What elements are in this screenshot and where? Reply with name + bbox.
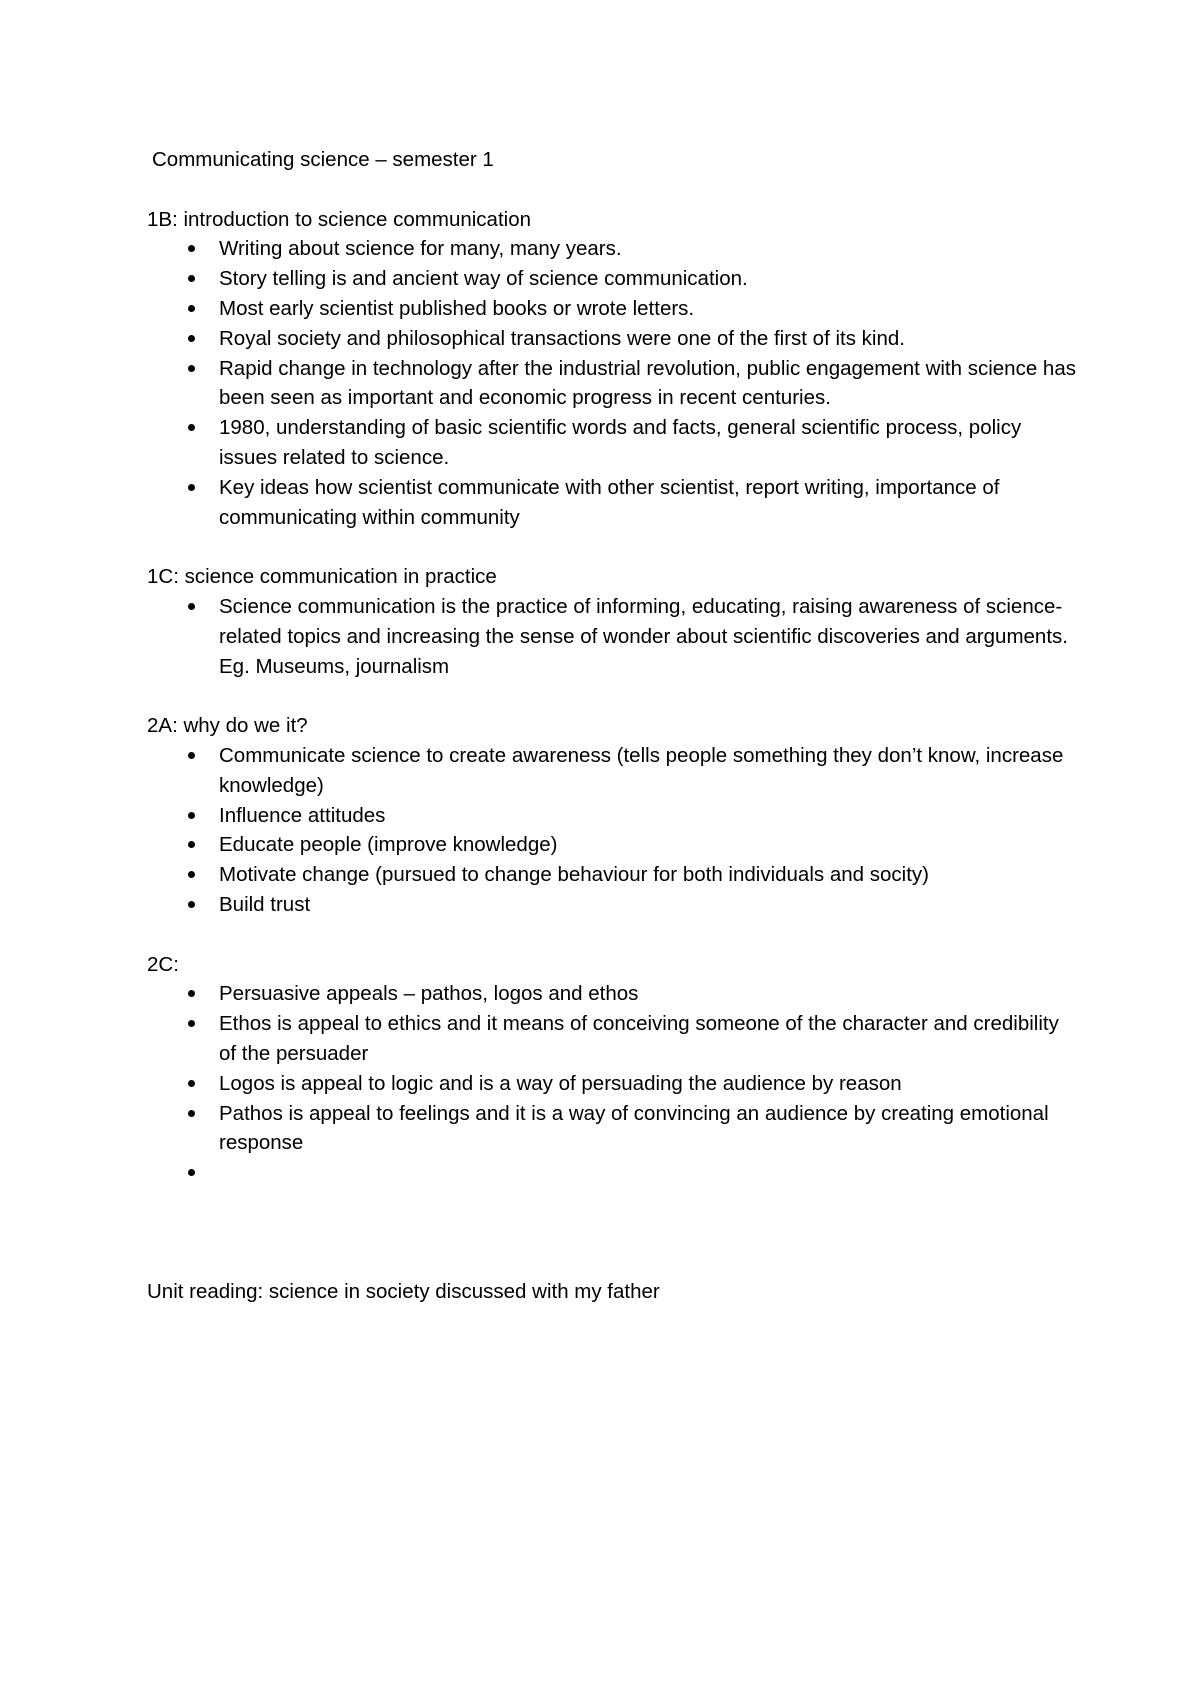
spacer — [147, 1218, 1077, 1278]
bullet-item: Science communication is the practice of informing, educating, raising awareness of science-related topics and increasing the sense of wonder about scientific discoveries and arguments. Eg. Museums, journalism — [219, 592, 1077, 681]
bullet-item: Persuasive appeals – pathos, logos and ethos — [219, 979, 1077, 1009]
bullet-item: Ethos is appeal to ethics and it means of conceiving someone of the character and credibility of the persuader — [219, 1009, 1077, 1069]
bullet-item: Educate people (improve knowledge) — [219, 830, 1077, 860]
bullet-item: Rapid change in technology after the industrial revolution, public engagement with science has been seen as important and economic progress in recent centuries. — [219, 354, 1077, 414]
bullet-item: Logos is appeal to logic and is a way of persuading the audience by reason — [219, 1069, 1077, 1099]
bullet-list — [147, 741, 1077, 920]
bullet-item: Build trust — [219, 890, 1077, 920]
section-heading: 2C: — [147, 952, 179, 976]
section-1c — [147, 562, 1077, 681]
section-1b — [147, 205, 1077, 533]
bullet-item: Communicate science to create awareness (tells people something they don’t know, increase knowledge) — [219, 741, 1077, 801]
bullet-list — [147, 592, 1077, 681]
bullet-item: Motivate change (pursued to change behaviour for both individuals and socity) — [219, 860, 1077, 890]
section-2c — [147, 950, 1077, 1188]
unit-reading: Unit reading: science in society discussed with my father — [147, 1280, 660, 1304]
section-heading: 1C: science communication in practice — [147, 565, 497, 589]
bullet-list — [147, 234, 1077, 532]
bullet-item: 1980, understanding of basic scientific words and facts, general scientific process, policy issues related to science. — [219, 413, 1077, 473]
bullet-item: Influence attitudes — [219, 801, 1077, 831]
bullet-item: Most early scientist published books or wrote letters. — [219, 294, 1077, 324]
bullet-item: Key ideas how scientist communicate with other scientist, report writing, importance of communicating within community — [219, 473, 1077, 533]
bullet-item: Royal society and philosophical transactions were one of the first of its kind. — [219, 324, 1077, 354]
bullet-item: Pathos is appeal to feelings and it is a way of convincing an audience by creating emotional response — [219, 1099, 1077, 1159]
bullet-item: Writing about science for many, many years. — [219, 234, 1077, 264]
bullet-item: Story telling is and ancient way of science communication. — [219, 264, 1077, 294]
document-title: Communicating science – semester 1 — [152, 148, 494, 171]
section-2a — [147, 711, 1077, 920]
section-heading: 2A: why do we it? — [147, 714, 308, 738]
bullet-list — [147, 979, 1077, 1188]
empty-bullet-item — [219, 1158, 1077, 1188]
document-content — [147, 145, 1077, 1307]
section-heading: 1B: introduction to science communication — [147, 207, 532, 231]
